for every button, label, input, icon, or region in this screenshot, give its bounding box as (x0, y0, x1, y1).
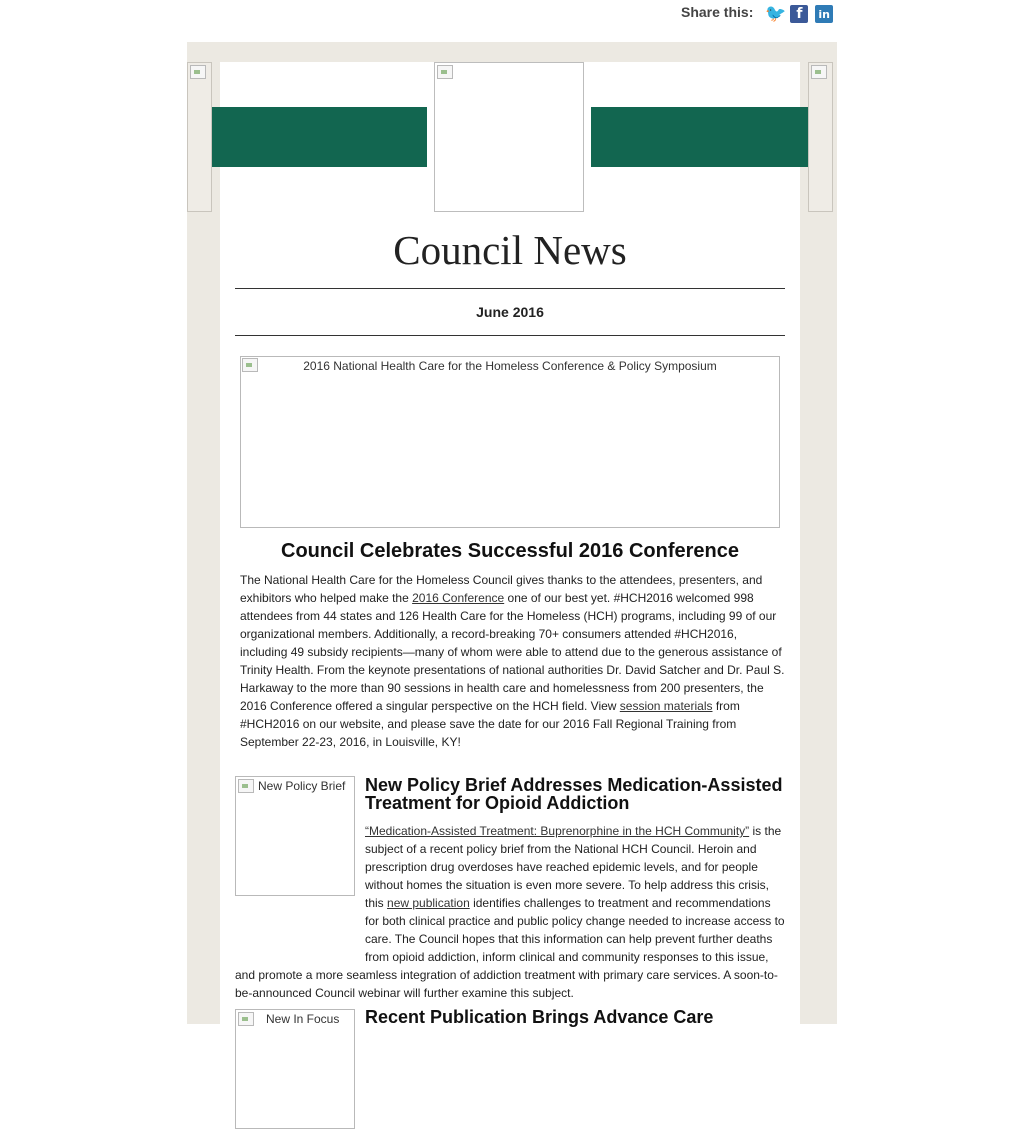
conference-link[interactable]: 2016 Conference (412, 591, 505, 605)
article-title: Recent Publication Brings Advance Care (365, 1007, 714, 1027)
policy-brief-link[interactable]: “Medication-Assisted Treatment: Buprenorphine in the HCH Community” (365, 824, 750, 838)
image-alt-text: 2016 National Health Care for the Homeless Conference & Policy Symposium (303, 359, 717, 373)
broken-image-icon (190, 65, 206, 79)
article-title: New Policy Brief Addresses Medication-Assisted Treatment for Opioid Addiction (365, 775, 783, 813)
divider (235, 335, 785, 336)
facebook-icon[interactable]: f (790, 5, 808, 23)
right-header-image (808, 62, 833, 212)
broken-image-icon (238, 779, 254, 793)
header-band-right (591, 107, 808, 167)
linkedin-icon[interactable]: in (815, 5, 833, 23)
broken-image-icon (437, 65, 453, 79)
session-materials-link[interactable]: session materials (619, 699, 713, 713)
newsletter-title: Council News (393, 227, 627, 273)
share-label: Share this: (681, 4, 754, 20)
broken-image-icon (811, 65, 827, 79)
article-title: Council Celebrates Successful 2016 Conference (281, 540, 739, 562)
divider (235, 288, 785, 289)
in-focus-image[interactable] (235, 1009, 355, 1129)
issue-date: June 2016 (476, 304, 544, 320)
article-body: “Medication-Assisted Treatment: Buprenorphine in the HCH Community” is the subject of a recent policy brief from the National HCH Council. Heroin and prescription drug overdoses have reached epidemic levels, and for people without homes the situation is even more severe. To help address this crisis, this new publication identifies challenges to treatment and recommendations for both clinical practice and public policy change needed to increase access to care. The Council hopes that this information can help prevent further deaths from opioid addiction, inform clinical and community responses to this issue, and promote a more seamless integration of addiction treatment with primary care services. A soon-to-be-announced Council webinar will further examine this subject. (235, 824, 785, 1000)
share-bar (681, 3, 840, 21)
twitter-icon[interactable]: 🐦 (765, 4, 787, 23)
logo-image (434, 62, 584, 212)
image-alt-text: New Policy Brief (258, 779, 346, 793)
image-alt-text: New In Focus (266, 1012, 340, 1026)
new-publication-link[interactable]: new publication (387, 896, 470, 910)
conference-banner-image[interactable] (240, 356, 780, 528)
header-band-left (212, 107, 427, 167)
left-header-image (187, 62, 212, 212)
article-body: The National Health Care for the Homeless Council gives thanks to the attendees, presenters, and exhibitors who helped make the 2016 Conference one of our best yet. #HCH2016 welcomed 998 attendees from 44 states and 126 Health Care for the Homeless (HCH) programs, including 99 of our organizational members. Additionally, a record-breaking 70+ consumers attended #HCH2016, including 49 subsidy recipients—many of whom were able to attend due to the generous assistance of Trinity Health. From the keynote presentations of national authorities Dr. David Satcher and Dr. Paul S. Harkaway to the more than 90 sessions in health care and homelessness from 200 presenters, the 2016 Conference offered a singular perspective on the HCH field. View session materials from #HCH2016 on our website, and please save the date for our 2016 Fall Regional Training from September 22-23, 2016, in Louisville, KY! (240, 573, 785, 749)
